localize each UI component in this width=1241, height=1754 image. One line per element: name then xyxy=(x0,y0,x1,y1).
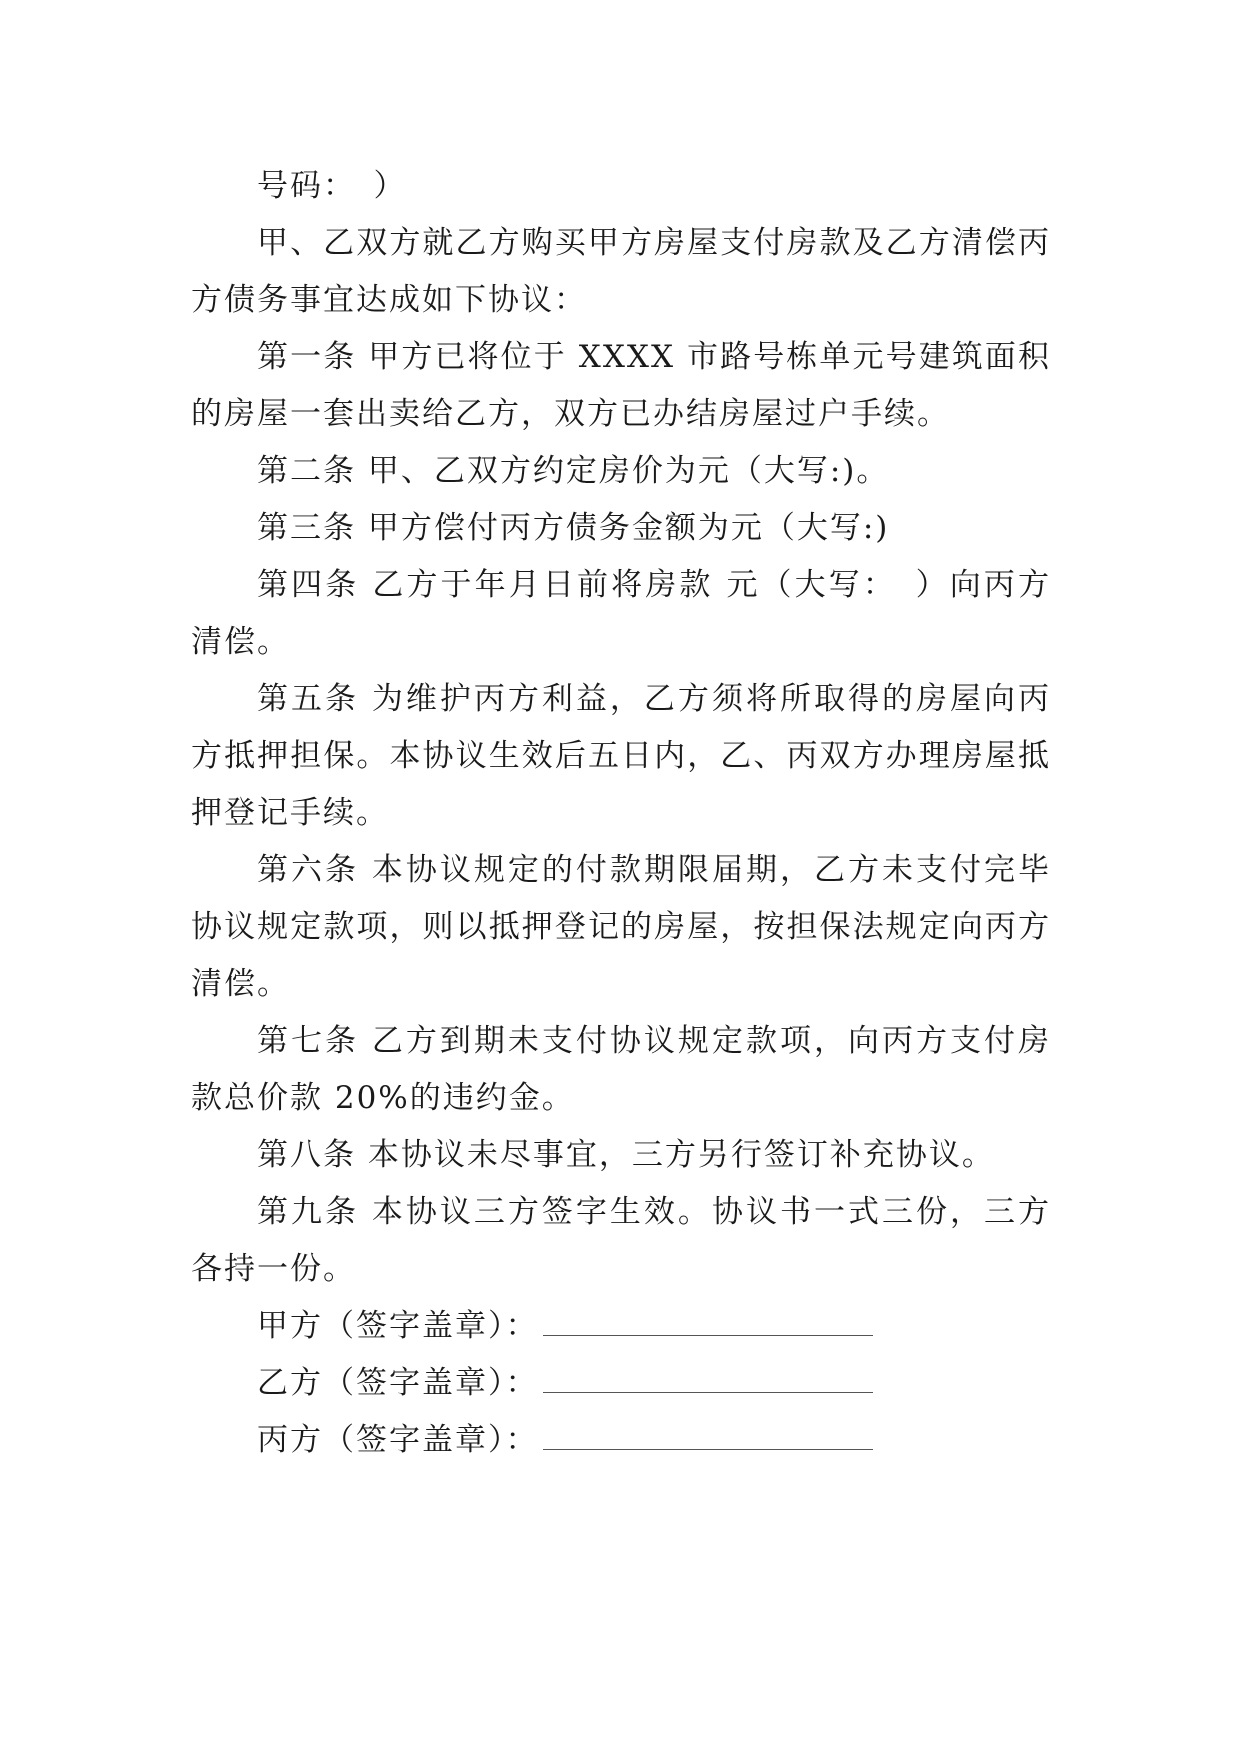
clause-6: 第六条 本协议规定的付款期限届期，乙方未支付完毕协议规定款项，则以抵押登记的房屋，按担保法规定向丙方清偿。 xyxy=(191,852,1051,1002)
clause-9: 第九条 本协议三方签字生效。协议书一式三份，三方各持一份。 xyxy=(191,1194,1051,1287)
clause-5: 第五条 为维护丙方利益，乙方须将所取得的房屋向丙方抵押担保。本协议生效后五日内，乙、丙双方办理房屋抵押登记手续。 xyxy=(191,681,1051,831)
clause-3: 第三条 甲方偿付丙方债务金额为元（大写:) xyxy=(257,510,890,546)
paragraph-intro: 甲、乙双方就乙方购买甲方房屋支付房款及乙方清偿丙方债务事宜达成如下协议： xyxy=(191,225,1051,318)
clause-1: 第一条 甲方已将位于 XXXX 市路号栋单元号建筑面积的房屋一套出卖给乙方，双方已办结房屋过户手续。 xyxy=(191,339,1051,432)
clause-8: 第八条 本协议未尽事宜，三方另行签订补充协议。 xyxy=(257,1137,995,1173)
clause-7: 第七条 乙方到期未支付协议规定款项，向丙方支付房款总价款 20%的违约金。 xyxy=(191,1023,1051,1116)
signature-label-party-a: 甲方（签字盖章）： xyxy=(257,1308,539,1344)
signature-line-party-c xyxy=(543,1423,873,1450)
clause-2: 第二条 甲、乙双方约定房价为元（大写:)。 xyxy=(257,453,890,489)
signature-party-b xyxy=(191,1355,1051,1412)
paragraph-number-line: 号码： ） xyxy=(257,168,407,204)
signature-line-party-b xyxy=(543,1366,873,1393)
clause-4: 第四条 乙方于年月日前将房款 元（大写： ）向丙方清偿。 xyxy=(191,567,1051,660)
signature-label-party-b: 乙方（签字盖章）： xyxy=(257,1365,539,1401)
signature-party-c xyxy=(191,1412,1051,1469)
signature-line-party-a xyxy=(543,1309,873,1336)
signature-party-a xyxy=(191,1298,1051,1355)
document-body xyxy=(191,158,1051,1469)
signature-label-party-c: 丙方（签字盖章）： xyxy=(257,1422,539,1458)
